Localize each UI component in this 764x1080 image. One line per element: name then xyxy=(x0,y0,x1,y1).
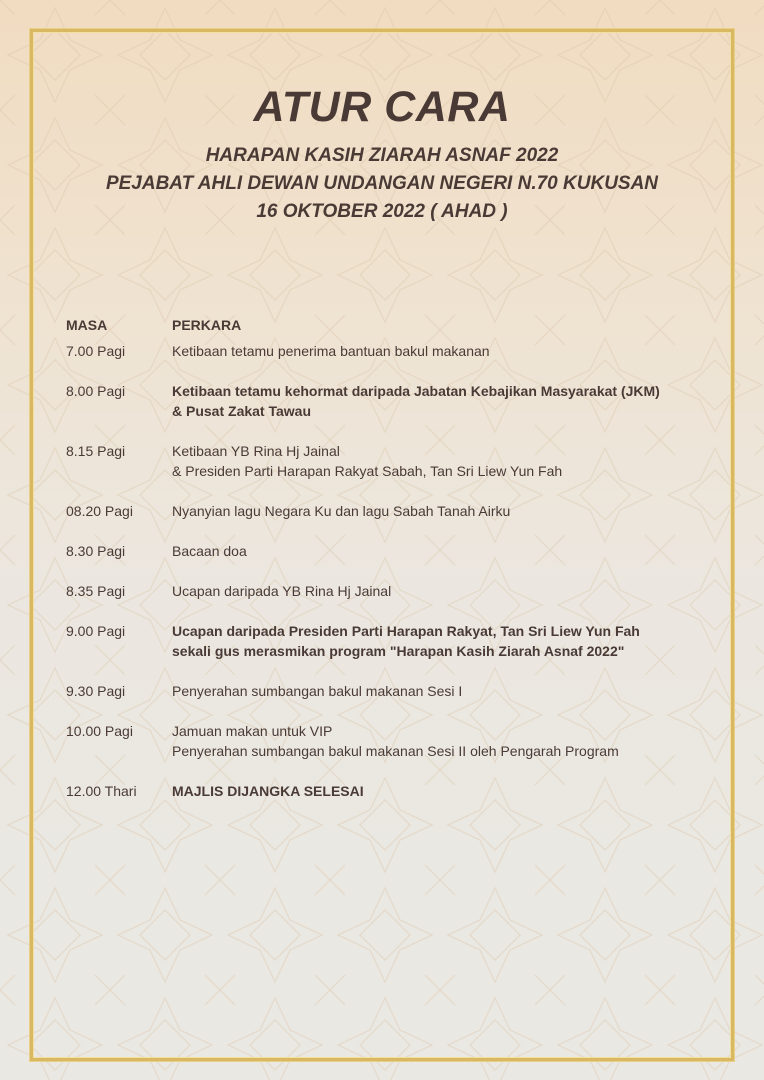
schedule-description xyxy=(172,341,722,361)
schedule-description-line: Jamuan makan untuk VIP xyxy=(172,723,333,739)
schedule-description xyxy=(172,381,722,421)
schedule-description-line: Ketibaan tetamu kehormat daripada Jabatan Kebajikan Masyarakat (JKM) xyxy=(172,383,660,399)
schedule-description xyxy=(172,581,722,601)
schedule-description-line: Ucapan daripada Presiden Parti Harapan Rakyat, Tan Sri Liew Yun Fah xyxy=(172,623,640,639)
event-venue: PEJABAT AHLI DEWAN UNDANGAN NEGERI N.70 KUKUSAN xyxy=(105,173,659,194)
schedule-time: 12.00 Thari xyxy=(66,783,137,799)
schedule-time: 8.35 Pagi xyxy=(66,583,126,599)
schedule-description-line: & Pusat Zakat Tawau xyxy=(172,403,312,419)
schedule-description-line: Ucapan daripada YB Rina Hj Jainal xyxy=(172,583,392,599)
schedule-description xyxy=(172,541,722,561)
schedule-time: 8.00 Pagi xyxy=(66,383,126,399)
schedule-time: 08.20 Pagi xyxy=(66,503,133,519)
column-header-time: MASA xyxy=(66,317,108,333)
document-title: ATUR CARA xyxy=(253,83,511,131)
schedule-time: 8.15 Pagi xyxy=(66,443,126,459)
event-name: HARAPAN KASIH ZIARAH ASNAF 2022 xyxy=(205,145,559,166)
schedule-description xyxy=(172,721,722,761)
schedule-description-line: Nyanyian lagu Negara Ku dan lagu Sabah Tanah Airku xyxy=(172,503,511,519)
schedule-description xyxy=(172,681,722,701)
schedule-description xyxy=(172,621,722,661)
schedule-time: 9.30 Pagi xyxy=(66,683,126,699)
schedule-time: 7.00 Pagi xyxy=(66,343,126,359)
schedule-description-line: sekali gus merasmikan program "Harapan Kasih Ziarah Asnaf 2022" xyxy=(172,643,625,659)
schedule-description-line: Ketibaan YB Rina Hj Jainal xyxy=(172,443,340,459)
schedule-description xyxy=(172,781,722,801)
schedule-description-line: & Presiden Parti Harapan Rakyat Sabah, Tan Sri Liew Yun Fah xyxy=(172,463,563,479)
schedule-description xyxy=(172,501,722,521)
event-date: 16 OKTOBER 2022 ( AHAD ) xyxy=(256,201,508,222)
schedule-description-line: Bacaan doa xyxy=(172,543,247,559)
column-header-item: PERKARA xyxy=(172,317,242,333)
schedule-description-line: Ketibaan tetamu penerima bantuan bakul makanan xyxy=(172,343,490,359)
schedule-time: 8.30 Pagi xyxy=(66,543,126,559)
schedule-description-line: Penyerahan sumbangan bakul makanan Sesi II oleh Pengarah Program xyxy=(172,743,619,759)
schedule-description xyxy=(172,441,722,481)
schedule-time: 10.00 Pagi xyxy=(66,723,133,739)
schedule-time: 9.00 Pagi xyxy=(66,623,126,639)
schedule-description-line: Penyerahan sumbangan bakul makanan Sesi I xyxy=(172,683,463,699)
schedule-description-line: MAJLIS DIJANGKA SELESAI xyxy=(172,783,364,799)
